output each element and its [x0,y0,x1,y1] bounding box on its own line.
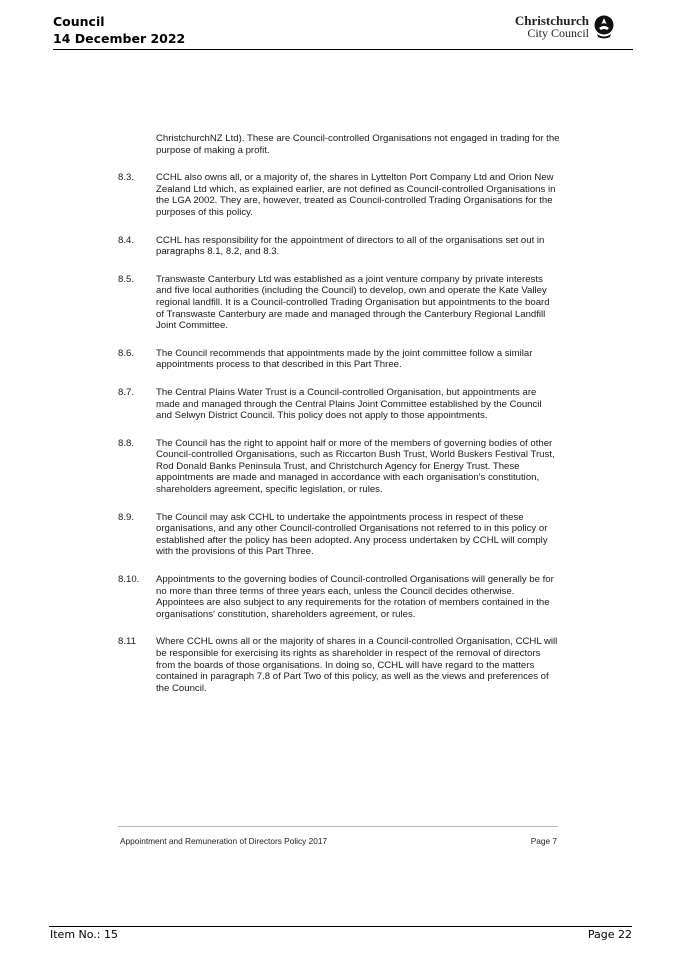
clause-text: CCHL has responsibility for the appointment of directors to all of the organisations set out in paragraphs 8.1, 8.2, and 8.3. [156,234,545,258]
clause-number: 8.7. [118,386,135,398]
meeting-date: 14 December 2022 [53,31,186,46]
clause-number: 8.3. [118,172,135,184]
policy-footer-title: Appointment and Remuneration of Directors Policy 2017 [120,836,328,846]
policy-clause [118,574,560,620]
policy-clause [118,348,560,371]
header-divider [53,49,633,50]
cathedral-logo-icon [593,15,615,39]
policy-page-number: Page 7 [530,836,557,846]
clause-number: 8.6. [118,347,135,359]
clause-number: 8.5. [118,273,135,285]
clause-text: CCHL also owns all, or a majority of, the shares in Lyttelton Port Company Ltd and Orion New Zealand Ltd which, as explained earlier, are not defined as Council-controlled Organisations in the LGA 2002. They are, however, treated as Council-controlled Trading Organisations for the purposes of this policy. [156,172,556,218]
council-logo [515,15,615,39]
logo-line-1: Christchurch [514,13,589,28]
policy-clause [118,387,560,422]
clause-text: The Central Plains Water Trust is a Council-controlled Organisation, but appointments are made and managed through the Central Plains Joint Committee established by the Council and Selwyn District Council. This policy does not apply to those appointments. [156,386,542,422]
clause-text: The Council may ask CCHL to undertake the appointments process in respect of these organisations, and any other Council-controlled Organisations not referred to in this policy or established after the policy has been adopted. Any process undertaken by CCHL will comply with the provisions of this Part Three. [156,511,548,558]
policy-clause [118,438,560,496]
policy-clause [118,636,560,694]
council-title: Council [53,14,105,29]
clause-number: 8.9. [118,511,135,523]
policy-body [118,133,560,710]
item-number: Item No.: 15 [50,928,118,941]
clause-text: The Council has the right to appoint half or more of the members of governing bodies of other Council-controlled Organisations, such as Riccarton Bush Trust, World Buskers Festival Trust, Rod Donald Banks Peninsula Trust, and Christchurch Agency for Energy Trust. These appointments are made and managed in accordance with each organisation's constitution, shareholders agreement, specific legislation, or rules. [156,437,555,496]
policy-footer-divider [118,826,558,827]
clause-text: Where CCHL owns all or the majority of shares in a Council-controlled Organisation, CCHL will be responsible for exercising its rights as shareholder in respect of the removal of directors from the boards of those organisations. In doing so, CCHL will have regard to the matters contained in paragraph 7.8 of Part Two of this policy, as well as the views and preferences of the Council. [156,636,558,694]
logo-line-2: City Council [527,26,589,40]
logo-wordmark [515,15,589,39]
page-header [53,13,185,47]
policy-clause [118,235,560,258]
clause-text: Appointments to the governing bodies of Council-controlled Organisations will generally be for no more than three terms of three years each, unless the Council decides otherwise. Appointees are also subject to any requirements for the rotation of members contained in the organisations' constitution, shareholders agreement, or rules. [156,574,554,620]
clause-number: 8.10. [118,574,140,586]
footer-divider [49,926,632,927]
clause-text: Transwaste Canterbury Ltd was established as a joint venture company by private interests and five local authorities (including the Council) to develop, own and operate the Kate Valley regional landfill. It is a Council-controlled Trading Organisation but appointments to the board of Transwaste Canterbury are made and managed through the Canterbury Regional Landfill Joint Committee. [156,273,550,332]
policy-clause [118,172,560,218]
clause-number: 8.11 [118,636,136,648]
policy-clause [118,274,560,332]
clause-number: 8.8. [118,437,135,449]
clause-text: The Council recommends that appointments made by the joint committee follow a similar appointments process to that described in this Part Three. [156,347,533,371]
policy-clause [118,512,560,558]
clause-number: 8.4. [118,234,135,246]
page-number: Page 22 [587,928,632,941]
lead-paragraph: ChristchurchNZ Ltd). These are Council-controlled Organisations not engaged in trading for the purpose of making a profit. [156,133,560,156]
